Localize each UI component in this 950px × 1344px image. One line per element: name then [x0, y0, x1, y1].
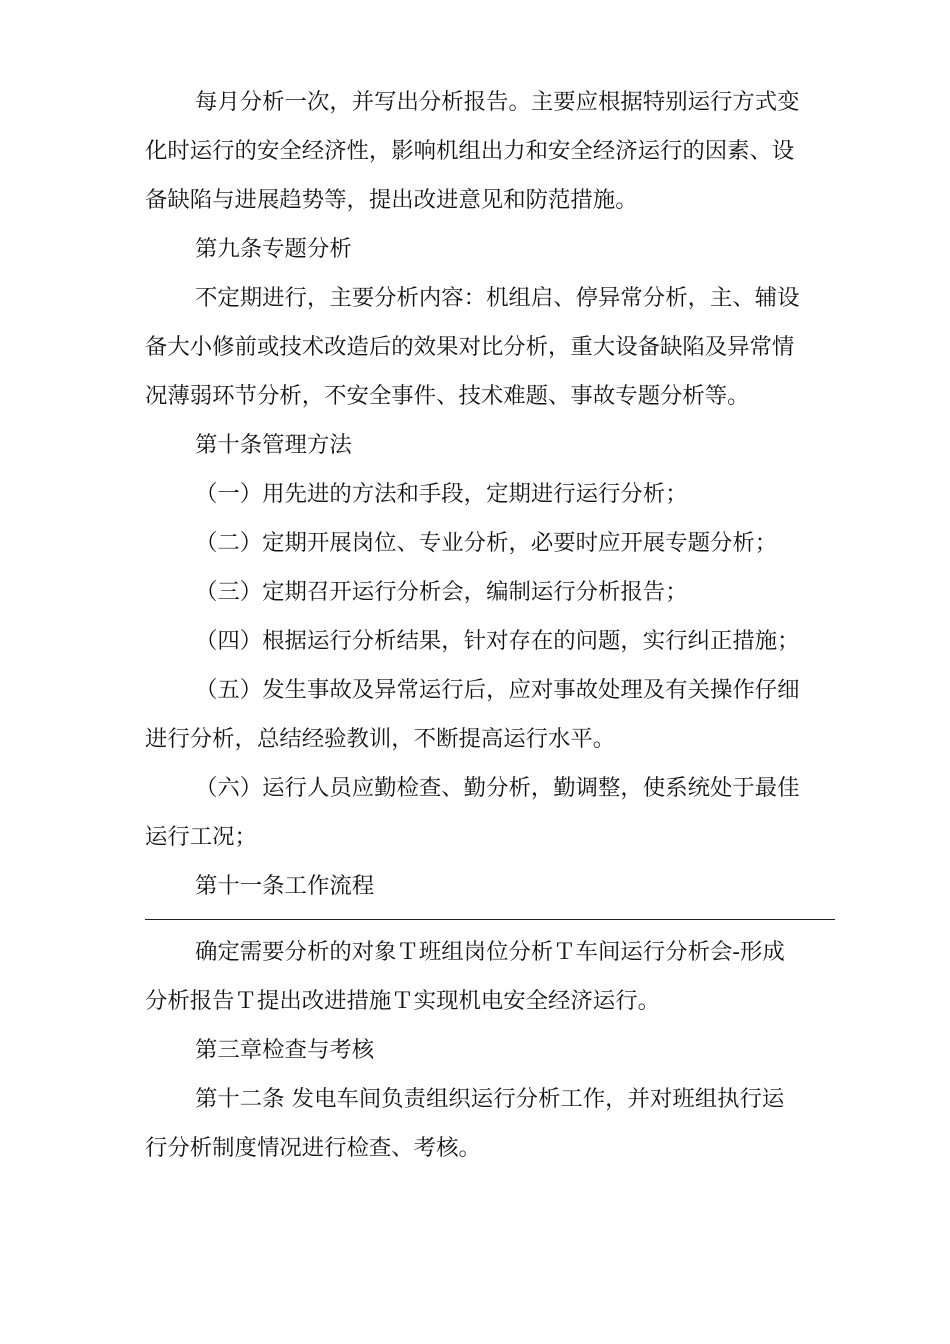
- text-line: （三）定期召开运行分析会，编制运行分析报告；: [195, 579, 688, 605]
- text-line: （一）用先进的方法和手段，定期进行运行分析；: [195, 481, 688, 507]
- horizontal-divider: [145, 919, 835, 920]
- text-line: 行分析制度情况进行检查、考核。: [145, 1135, 481, 1161]
- text-line: 备缺陷与进展趋势等，提出改进意见和防范措施。: [145, 187, 638, 213]
- paragraph-monthly-analysis: [145, 78, 835, 225]
- text-line: 每月分析一次，并写出分析报告。主要应根据特别运行方式变: [195, 89, 800, 115]
- heading-article-10: [145, 421, 835, 470]
- list-item-3: [145, 568, 835, 617]
- text-line: （四）根据运行分析结果，针对存在的问题，实行纠正措施；: [195, 628, 800, 654]
- text-line: 分析报告Ｔ提出改进措施Ｔ实现机电安全经济运行。: [145, 988, 660, 1014]
- text-line: （六）运行人员应勤检查、勤分析，勤调整，使系统处于最佳: [195, 775, 800, 801]
- text-line: （二）定期开展岗位、专业分析，必要时应开展专题分析；: [195, 530, 778, 556]
- text-line: 第三章检查与考核: [195, 1037, 375, 1063]
- text-line: 备大小修前或技术改造后的效果对比分析，重大设备缺陷及异常情: [145, 334, 795, 360]
- list-item-4: [145, 617, 835, 666]
- list-item-6: [145, 764, 835, 862]
- text-line: 不定期进行，主要分析内容：机组启、停异常分析，主、辅设: [195, 285, 800, 311]
- heading-article-9: [145, 225, 835, 274]
- document-page: [145, 78, 835, 1173]
- text-line: 进行分析，总结经验教训，不断提高运行水平。: [145, 726, 616, 752]
- text-line: 第十条管理方法: [195, 432, 352, 458]
- list-item-5: [145, 666, 835, 764]
- text-line: 况薄弱环节分析，不安全事件、技术难题、事故专题分析等。: [145, 383, 750, 409]
- paragraph-workflow: [145, 928, 835, 1026]
- text-line: 化时运行的安全经济性，影响机组出力和安全经济运行的因素、设: [145, 138, 795, 164]
- paragraph-article-12: [145, 1075, 835, 1173]
- text-line: 运行工况；: [145, 824, 257, 850]
- paragraph-special-analysis: [145, 274, 835, 421]
- text-line: 第九条专题分析: [195, 236, 352, 262]
- text-line: 第十二条 发电车间负责组织运行分析工作，并对班组执行运: [195, 1086, 785, 1112]
- list-item-1: [145, 470, 835, 519]
- list-item-2: [145, 519, 835, 568]
- text-line: 确定需要分析的对象Ｔ班组岗位分析Ｔ车间运行分析会-形成: [195, 939, 785, 965]
- text-line: 第十一条工作流程: [195, 873, 375, 899]
- heading-chapter-3: [145, 1026, 835, 1075]
- heading-article-11: [145, 862, 835, 911]
- text-line: （五）发生事故及异常运行后，应对事故处理及有关操作仔细: [195, 677, 800, 703]
